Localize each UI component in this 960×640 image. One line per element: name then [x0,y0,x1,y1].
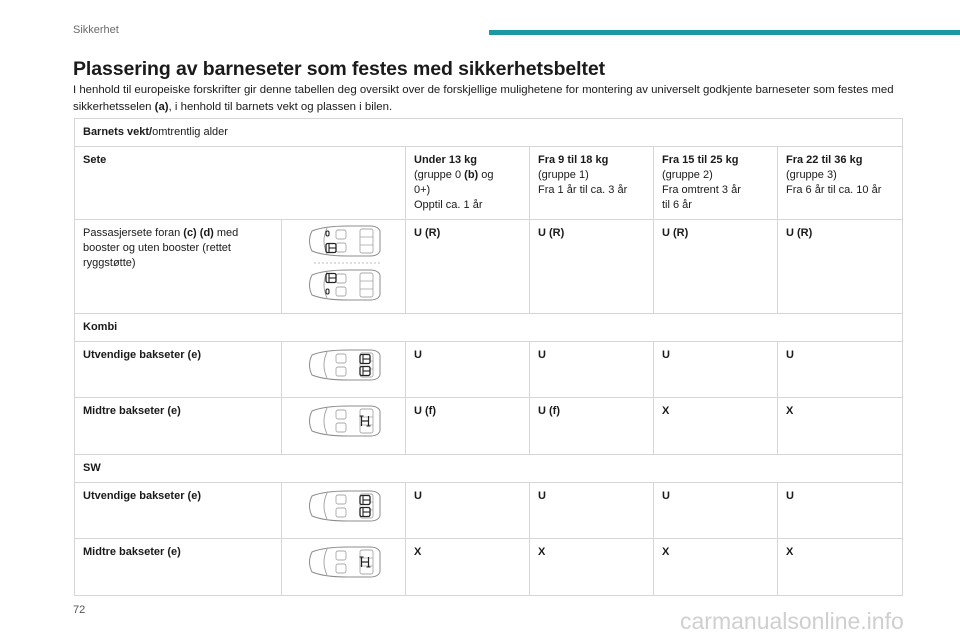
header-accent-bar [489,30,960,35]
child-seat-table [74,118,903,596]
page-title: Plassering av barneseter som festes med sikkerhetsbeltet [73,58,605,80]
kombi-middle-icon-cell [282,398,406,455]
passenger-value-group-3: U (R) [778,220,903,314]
sw-outer-icon-cell [282,483,406,539]
sw-outer-value-group-3: U [778,483,903,539]
table-row-groups [75,147,903,220]
table-row-kombi-outer [75,342,903,398]
kombi-middle-value-group-2: X [654,398,778,455]
sw-middle-value-group-0: X [406,539,530,596]
sw-outer-value-group-2: U [654,483,778,539]
passenger-value-group-1: U (R) [530,220,654,314]
kombi-outer-value-group-0: U [406,342,530,398]
weight-header: Barnets vekt/omtrentlig alder [75,119,903,147]
sw-middle-icon-cell [282,539,406,596]
seat-column-label: Sete [75,147,406,220]
table-row-sw-outer [75,483,903,539]
car-front-passenger-icon [304,223,384,303]
group-0-cell: Under 13 kg (gruppe 0 (b) og 0+) Opptil ca. 1 år [406,147,530,220]
table-row-sw-header [75,455,903,483]
kombi-section-label: Kombi [75,314,903,342]
table-row-sw-middle [75,539,903,596]
section-label: Sikkerhet [73,24,119,36]
kombi-outer-value-group-3: U [778,342,903,398]
passenger-seat-label: Passasjersete foran (c) (d) med booster og uten booster (rettet ryggstøtte) [75,220,282,314]
sw-middle-value-group-1: X [530,539,654,596]
table-row-kombi-middle [75,398,903,455]
car-middle-rear-seat-icon [304,542,384,582]
car-outer-rear-seats-icon [304,486,384,526]
group-2-cell: Fra 15 til 25 kg (gruppe 2) Fra omtrent 3 år til 6 år [654,147,778,220]
passenger-seat-icon-cell [282,220,406,314]
watermark: carmanualsonline.info [680,608,904,634]
sw-outer-value-group-0: U [406,483,530,539]
table-row-weight-header [75,119,903,147]
kombi-middle-label: Midtre bakseter (e) [75,398,282,455]
kombi-outer-icon-cell [282,342,406,398]
intro-paragraph: I henhold til europeiske forskrifter gir denne tabellen deg oversikt over de forskjellige mulighetene for montering av universelt godkjente barneseter som festes med sikkerhetsselen (a), i henhold til barnets vekt og plassen i bilen. [73,84,894,113]
sw-middle-label: Midtre bakseter (e) [75,539,282,596]
kombi-middle-value-group-1: U (f) [530,398,654,455]
passenger-value-group-0: U (R) [406,220,530,314]
sw-middle-value-group-3: X [778,539,903,596]
table-row-kombi-header [75,314,903,342]
passenger-value-group-2: U (R) [654,220,778,314]
kombi-outer-value-group-1: U [530,342,654,398]
sw-outer-value-group-1: U [530,483,654,539]
kombi-outer-label: Utvendige bakseter (e) [75,342,282,398]
sw-middle-value-group-2: X [654,539,778,596]
car-middle-rear-seat-icon [304,401,384,441]
group-3-cell: Fra 22 til 36 kg (gruppe 3) Fra 6 år til ca. 10 år [778,147,903,220]
group-1-cell: Fra 9 til 18 kg (gruppe 1) Fra 1 år til ca. 3 år [530,147,654,220]
table-row-passenger [75,220,903,314]
sw-section-label: SW [75,455,903,483]
kombi-middle-value-group-3: X [778,398,903,455]
kombi-middle-value-group-0: U (f) [406,398,530,455]
kombi-outer-value-group-2: U [654,342,778,398]
page-number: 72 [73,604,86,616]
intro-ref: (a) [154,101,169,113]
car-outer-rear-seats-icon [304,345,384,385]
sw-outer-label: Utvendige bakseter (e) [75,483,282,539]
